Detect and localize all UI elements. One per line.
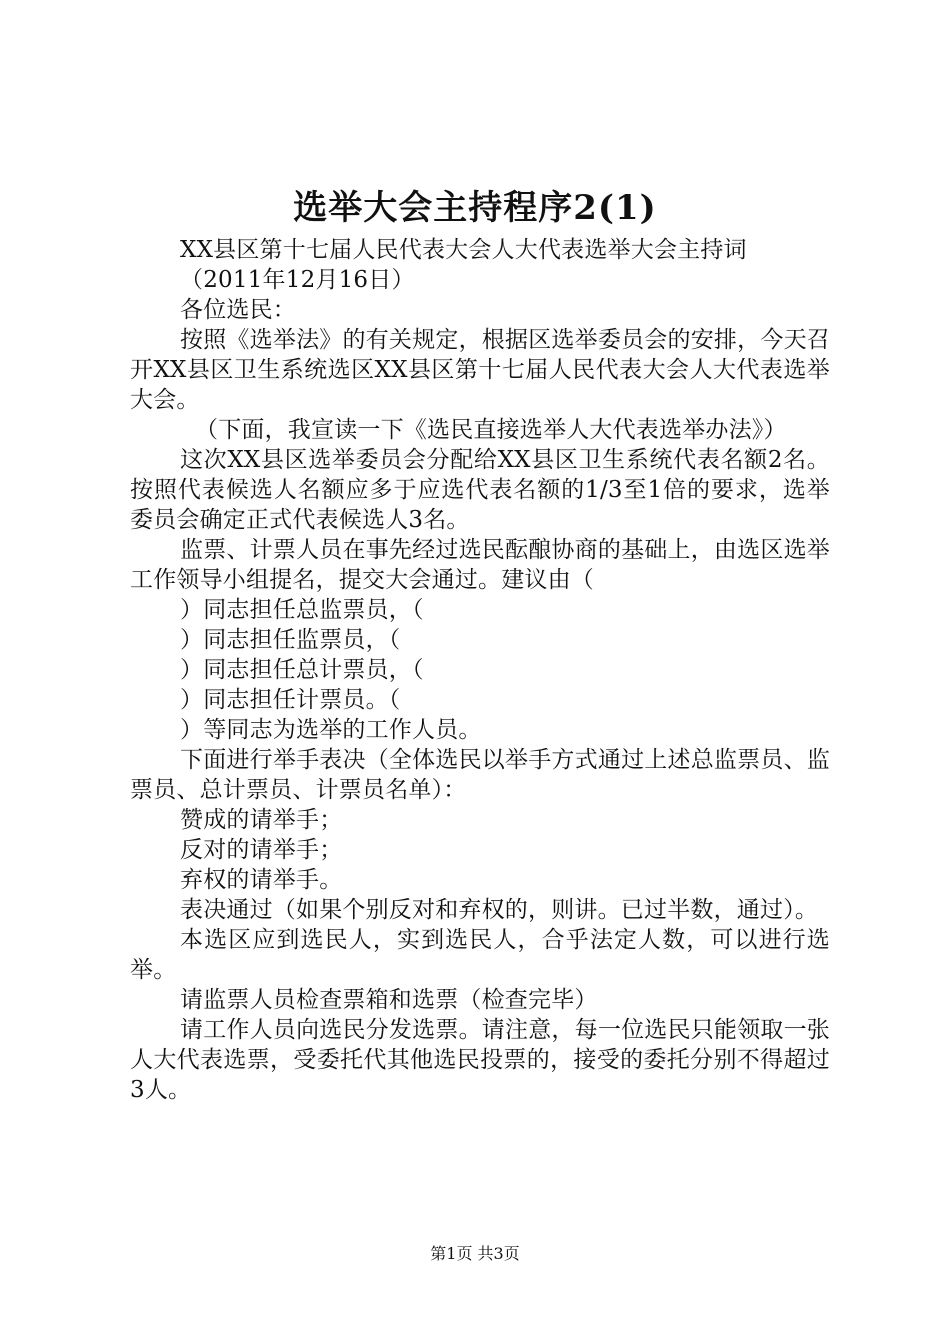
line-counter: ）同志担任计票员。（ (180, 687, 401, 713)
paragraph-quota: 这次XX县区选举委员会分配给XX县区卫生系统代表名额2名。按照代表候选人名额应多于应选代表名额的1/3至1倍的要求，选举委员会确定正式代表候选人3名。 (130, 447, 830, 533)
line-abstain: 弃权的请举手。 (180, 867, 343, 893)
document-body (130, 235, 830, 1105)
line-chief-scrutineer: ）同志担任总监票员，（ (180, 597, 424, 623)
line-scrutineer: ）同志担任监票员，（ (180, 627, 401, 653)
line-chief-counter: ）同志担任总计票员，（ (180, 657, 424, 683)
paragraph-quorum: 本选区应到选民人，实到选民人，合乎法定人数，可以进行选举。 (130, 927, 830, 983)
paragraph-show-of-hands: 下面进行举手表决（全体选民以举手方式通过上述总监票员、监票员、总计票员、计票员名单）： (130, 747, 830, 803)
paragraph-reading-note: （下面，我宣读一下《选民直接选举人大代表选举办法》） (195, 417, 787, 443)
speech-heading: XX县区第十七届人民代表大会人大代表选举大会主持词 (180, 237, 747, 263)
salutation: 各位选民： (180, 297, 296, 323)
paragraph-vote-passed: 表决通过（如果个别反对和弃权的，则讲。已过半数，通过）。 (180, 897, 819, 923)
document-title: 选举大会主持程序2(1) (293, 188, 657, 228)
speech-date: （2011年12月16日） (180, 267, 415, 293)
line-against: 反对的请举手； (180, 837, 343, 863)
paragraph-opening: 按照《选举法》的有关规定，根据区选举委员会的安排，今天召开XX县区卫生系统选区XX县区第十七届人民代表大会人大代表选举大会。 (130, 327, 830, 413)
paragraph-ballot-check: 请监票人员检查票箱和选票（检查完毕） (180, 987, 598, 1013)
line-in-favor: 赞成的请举手； (180, 807, 343, 833)
paragraph-tellers: 监票、计票人员在事先经过选民酝酿协商的基础上，由选区选举工作领导小组提名，提交大会通过。建议由（ (130, 537, 830, 593)
page-number: 第1页 共3页 (430, 1244, 520, 1263)
line-staff: ）等同志为选举的工作人员。 (180, 717, 482, 743)
paragraph-ballot-distribution: 请工作人员向选民分发选票。请注意，每一位选民只能领取一张人大代表选票，受委托代其他选民投票的，接受的委托分别不得超过3人。 (130, 1017, 830, 1103)
